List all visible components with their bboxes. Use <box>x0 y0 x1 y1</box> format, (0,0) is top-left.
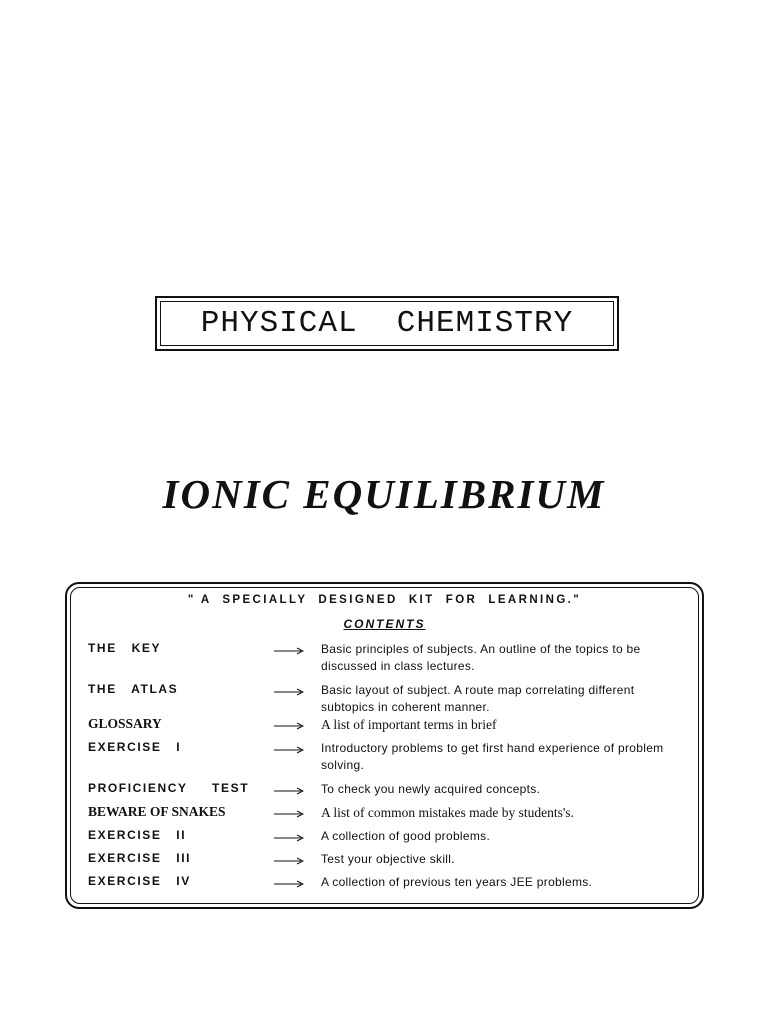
subject-box-inner <box>160 301 614 346</box>
chapter-title: IONIC EQUILIBRIUM <box>162 471 606 517</box>
contents-row-the-key <box>88 641 688 671</box>
row-label: EXERCISE I <box>88 740 182 754</box>
row-description: A list of common mistakes made by students's. <box>321 805 574 820</box>
long-right-arrow-icon <box>274 786 304 796</box>
row-label: PROFICIENCY TEST <box>88 781 250 795</box>
contents-frame <box>65 582 704 909</box>
row-description: To check you newly acquired concepts. <box>321 782 541 796</box>
long-right-arrow-icon <box>274 879 304 889</box>
row-label: GLOSSARY <box>88 716 162 731</box>
row-label: EXERCISE III <box>88 851 192 865</box>
row-label: THE ATLAS <box>88 682 179 696</box>
contents-heading: CONTENTS <box>343 617 426 631</box>
long-right-arrow-icon <box>274 745 304 755</box>
row-label: EXERCISE IV <box>88 874 191 888</box>
row-description: Basic layout of subject. A route map correlating different subtopics in coherent manner. <box>321 683 635 714</box>
long-right-arrow-icon <box>274 856 304 866</box>
long-right-arrow-icon <box>274 687 304 697</box>
long-right-arrow-icon <box>274 646 304 656</box>
long-right-arrow-icon <box>274 721 304 731</box>
row-description: Test your objective skill. <box>321 852 455 866</box>
contents-inner <box>70 587 699 904</box>
row-description: A collection of previous ten years JEE problems. <box>321 875 593 889</box>
row-label: EXERCISE II <box>88 828 187 842</box>
row-label: BEWARE OF SNAKES <box>88 804 226 819</box>
long-right-arrow-icon <box>274 809 304 819</box>
long-right-arrow-icon <box>274 833 304 843</box>
subject-box <box>155 296 619 351</box>
subject-title: PHYSICAL CHEMISTRY <box>200 306 574 341</box>
contents-row-exercise-i <box>88 740 688 770</box>
row-description: Basic principles of subjects. An outline of the topics to be discussed in class lectures. <box>321 642 641 673</box>
row-description: Introductory problems to get first hand experience of problem solving. <box>321 741 664 772</box>
row-label: THE KEY <box>88 641 162 655</box>
contents-row-the-atlas <box>88 682 688 712</box>
contents-row-exercise-iv <box>88 874 688 904</box>
kit-tagline: " A SPECIALLY DESIGNED KIT FOR LEARNING." <box>187 594 582 606</box>
row-description: A collection of good problems. <box>321 829 491 843</box>
row-description: A list of important terms in brief <box>321 717 497 732</box>
